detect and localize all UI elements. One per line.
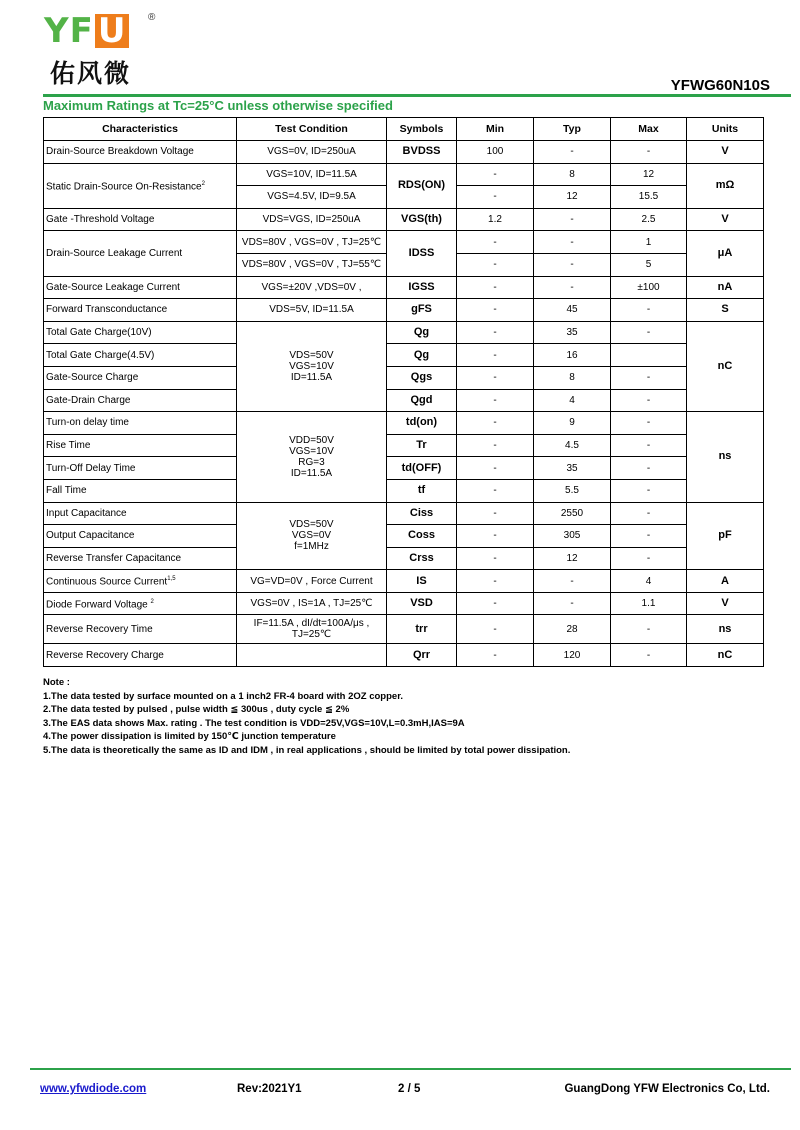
min-cell: - bbox=[457, 570, 534, 593]
table-row bbox=[44, 141, 764, 164]
min-cell: - bbox=[457, 321, 534, 344]
condition-line: ID=11.5A bbox=[290, 467, 333, 479]
unit-cell: pF bbox=[687, 502, 764, 570]
max-cell: 4 bbox=[611, 570, 687, 593]
max-cell: - bbox=[611, 389, 687, 412]
unit-cell: ns bbox=[687, 412, 764, 502]
condition-line: VDD=50V bbox=[289, 434, 334, 446]
typ-cell: 120 bbox=[534, 644, 611, 667]
characteristic-cell: Rise Time bbox=[44, 434, 237, 457]
header-symbols: Symbols bbox=[387, 118, 457, 141]
min-cell: - bbox=[457, 344, 534, 367]
test-condition-cell: VDS=5V, ID=11.5A bbox=[237, 299, 387, 322]
company-logo bbox=[44, 11, 164, 94]
max-cell: - bbox=[611, 502, 687, 525]
max-cell: 12 bbox=[611, 163, 687, 186]
typ-cell: 45 bbox=[534, 299, 611, 322]
test-condition-cell: VGS=0V , IS=1A , TJ=25℃ bbox=[237, 592, 387, 615]
typ-cell: 9 bbox=[534, 412, 611, 435]
unit-cell: nC bbox=[687, 644, 764, 667]
symbol-cell: Qgs bbox=[387, 366, 457, 389]
table-row bbox=[44, 525, 764, 548]
characteristic-cell: Reverse Transfer Capacitance bbox=[44, 547, 237, 570]
typ-cell: 4.5 bbox=[534, 434, 611, 457]
max-cell: - bbox=[611, 299, 687, 322]
max-cell: - bbox=[611, 434, 687, 457]
notes-title: Note : bbox=[43, 677, 70, 688]
min-cell: - bbox=[457, 389, 534, 412]
symbol-cell: IS bbox=[387, 570, 457, 593]
footnote-ref: 2 bbox=[201, 181, 205, 188]
max-cell: - bbox=[611, 141, 687, 164]
max-cell: 2.5 bbox=[611, 208, 687, 231]
header-units: Units bbox=[687, 118, 764, 141]
symbol-cell: Qg bbox=[387, 321, 457, 344]
symbol-cell: VSD bbox=[387, 592, 457, 615]
note-item: 5.The data is theoretically the same as ID and IDM , in real applications , should be limited by total power dissipation. bbox=[43, 744, 571, 756]
min-cell: - bbox=[457, 502, 534, 525]
condition-line: IF=11.5A , dI/dt=100A/μs , bbox=[253, 618, 370, 630]
min-cell: - bbox=[457, 525, 534, 548]
test-condition-cell: VGS=10V, ID=11.5A bbox=[237, 163, 387, 186]
table-row bbox=[44, 434, 764, 457]
electrical-characteristics-table bbox=[43, 117, 764, 667]
condition-line: VGS=10V bbox=[289, 360, 334, 372]
characteristic-cell: Total Gate Charge(10V) bbox=[44, 321, 237, 344]
max-cell: - bbox=[611, 615, 687, 644]
symbol-cell: Tr bbox=[387, 434, 457, 457]
test-condition-cell bbox=[237, 644, 387, 667]
test-condition-cell: VGS=4.5V, ID=9.5A bbox=[237, 186, 387, 209]
symbol-cell: Qgd bbox=[387, 389, 457, 412]
max-cell: - bbox=[611, 644, 687, 667]
table-row bbox=[44, 208, 764, 231]
test-condition-cell: VDS=VGS, ID=250uA bbox=[237, 208, 387, 231]
test-condition-cell bbox=[237, 615, 387, 644]
header-typ: Typ bbox=[534, 118, 611, 141]
symbol-cell: Crss bbox=[387, 547, 457, 570]
characteristic-cell: Reverse Recovery Charge bbox=[44, 644, 237, 667]
unit-cell: A bbox=[687, 570, 764, 593]
condition-line: TJ=25℃ bbox=[291, 629, 332, 641]
symbol-cell: BVDSS bbox=[387, 141, 457, 164]
table-row bbox=[44, 547, 764, 570]
test-condition-cell: VG=VD=0V , Force Current bbox=[237, 570, 387, 593]
min-cell: - bbox=[457, 163, 534, 186]
table-header-row bbox=[44, 118, 764, 141]
symbol-cell: tf bbox=[387, 479, 457, 502]
table-row bbox=[44, 502, 764, 525]
logo-mark: YF U bbox=[44, 14, 129, 48]
characteristic-label: Static Drain-Source On-Resistance bbox=[46, 181, 202, 193]
test-condition-cell: VDS=80V , VGS=0V , TJ=55℃ bbox=[237, 253, 387, 276]
max-cell: - bbox=[611, 525, 687, 548]
company-name: GuangDong YFW Electronics Co, Ltd. bbox=[564, 1083, 770, 1095]
min-cell: - bbox=[457, 479, 534, 502]
condition-line: VGS=10V bbox=[289, 445, 334, 457]
characteristic-cell: Output Capacitance bbox=[44, 525, 237, 548]
table-row bbox=[44, 389, 764, 412]
condition-line: VDS=50V bbox=[289, 349, 334, 361]
condition-line: RG=3 bbox=[298, 456, 325, 468]
typ-cell: 8 bbox=[534, 366, 611, 389]
note-item: 3.The EAS data shows Max. rating . The test condition is VDD=25V,VGS=10V,L=0.3mH,IAS=9A bbox=[43, 717, 465, 729]
header-divider bbox=[43, 94, 791, 97]
note-item: 1.The data tested by surface mounted on a 1 inch2 FR-4 board with 2OZ copper. bbox=[43, 690, 404, 702]
characteristic-cell: Drain-Source Leakage Current bbox=[44, 231, 237, 276]
unit-cell: V bbox=[687, 592, 764, 615]
characteristic-cell: Forward Transconductance bbox=[44, 299, 237, 322]
registered-mark: ® bbox=[148, 12, 156, 23]
characteristic-cell: Input Capacitance bbox=[44, 502, 237, 525]
typ-cell: - bbox=[534, 253, 611, 276]
symbol-cell: IGSS bbox=[387, 276, 457, 299]
website-link[interactable]: www.yfwdiode.com bbox=[40, 1083, 147, 1095]
typ-cell: 8 bbox=[534, 163, 611, 186]
min-cell: - bbox=[457, 434, 534, 457]
max-cell: - bbox=[611, 366, 687, 389]
footnote-ref: 2 bbox=[150, 599, 154, 605]
min-cell: - bbox=[457, 547, 534, 570]
min-cell: 100 bbox=[457, 141, 534, 164]
footnote-ref: 1,5 bbox=[167, 576, 176, 583]
characteristic-cell: Gate-Source Charge bbox=[44, 366, 237, 389]
note-item: 4.The power dissipation is limited by 150℃ junction temperature bbox=[43, 731, 336, 742]
min-cell: - bbox=[457, 231, 534, 254]
symbol-cell: IDSS bbox=[387, 231, 457, 276]
table-row bbox=[44, 457, 764, 480]
typ-cell: - bbox=[534, 592, 611, 615]
characteristic-cell bbox=[44, 592, 237, 615]
max-cell: - bbox=[611, 479, 687, 502]
min-cell: - bbox=[457, 186, 534, 209]
max-cell: - bbox=[611, 547, 687, 570]
max-cell: - bbox=[611, 457, 687, 480]
condition-line: VGS=0V bbox=[291, 530, 332, 542]
typ-cell: 4 bbox=[534, 389, 611, 412]
symbol-cell: Qg bbox=[387, 344, 457, 367]
characteristic-cell: Drain-Source Breakdown Voltage bbox=[44, 141, 237, 164]
table-row bbox=[44, 163, 764, 186]
unit-cell: V bbox=[687, 141, 764, 164]
max-cell: 15.5 bbox=[611, 186, 687, 209]
unit-cell: μA bbox=[687, 231, 764, 276]
characteristic-cell: Gate-Source Leakage Current bbox=[44, 276, 237, 299]
unit-cell: S bbox=[687, 299, 764, 322]
unit-cell: mΩ bbox=[687, 163, 764, 208]
unit-cell: nA bbox=[687, 276, 764, 299]
characteristic-cell: Fall Time bbox=[44, 479, 237, 502]
max-cell: 5 bbox=[611, 253, 687, 276]
table-row bbox=[44, 366, 764, 389]
typ-cell: 12 bbox=[534, 547, 611, 570]
min-cell: - bbox=[457, 457, 534, 480]
revision-label: Rev:2021Y1 bbox=[237, 1083, 302, 1095]
max-cell: - bbox=[611, 321, 687, 344]
min-cell: - bbox=[457, 644, 534, 667]
notes-block bbox=[43, 676, 570, 757]
characteristic-cell: Turn-Off Delay Time bbox=[44, 457, 237, 480]
max-cell: 1.1 bbox=[611, 592, 687, 615]
typ-cell: 35 bbox=[534, 457, 611, 480]
test-condition-cell bbox=[237, 412, 387, 502]
condition-line: VDS=50V bbox=[289, 519, 334, 531]
table-row bbox=[44, 344, 764, 367]
table-row bbox=[44, 592, 764, 615]
typ-cell: 12 bbox=[534, 186, 611, 209]
typ-cell: 28 bbox=[534, 615, 611, 644]
typ-cell: - bbox=[534, 276, 611, 299]
min-cell: - bbox=[457, 299, 534, 322]
header-characteristics: Characteristics bbox=[44, 118, 237, 141]
typ-cell: - bbox=[534, 231, 611, 254]
unit-cell: nC bbox=[687, 321, 764, 411]
condition-line: f=1MHz bbox=[294, 541, 329, 553]
characteristic-label: Continuous Source Current bbox=[46, 576, 168, 588]
symbol-cell: RDS(ON) bbox=[387, 163, 457, 208]
table-row bbox=[44, 321, 764, 344]
min-cell: 1.2 bbox=[457, 208, 534, 231]
unit-cell: ns bbox=[687, 615, 764, 644]
table-row bbox=[44, 615, 764, 644]
logo-chinese-name: 佑风微 bbox=[50, 59, 132, 88]
characteristic-cell: Gate-Drain Charge bbox=[44, 389, 237, 412]
symbol-cell: gFS bbox=[387, 299, 457, 322]
characteristic-cell: Turn-on delay time bbox=[44, 412, 237, 435]
header-test-condition: Test Condition bbox=[237, 118, 387, 141]
test-condition-cell: VGS=0V, ID=250uA bbox=[237, 141, 387, 164]
test-condition-cell: VDS=80V , VGS=0V , TJ=25℃ bbox=[237, 231, 387, 254]
max-cell bbox=[611, 344, 687, 367]
table-row bbox=[44, 412, 764, 435]
part-number: YFWG60N10S bbox=[670, 77, 770, 94]
page-number: 2 / 5 bbox=[398, 1083, 421, 1095]
typ-cell: - bbox=[534, 570, 611, 593]
characteristic-cell: Reverse Recovery Time bbox=[44, 615, 237, 644]
header-min: Min bbox=[457, 118, 534, 141]
typ-cell: 305 bbox=[534, 525, 611, 548]
min-cell: - bbox=[457, 366, 534, 389]
symbol-cell: Coss bbox=[387, 525, 457, 548]
table-row bbox=[44, 479, 764, 502]
typ-cell: - bbox=[534, 141, 611, 164]
note-item: 2.The data tested by pulsed , pulse width ≦ 300us , duty cycle ≦ 2% bbox=[43, 704, 350, 715]
symbol-cell: Qrr bbox=[387, 644, 457, 667]
test-condition-cell bbox=[237, 502, 387, 570]
table-row bbox=[44, 299, 764, 322]
characteristic-cell bbox=[44, 163, 237, 208]
table-row bbox=[44, 570, 764, 593]
test-condition-cell bbox=[237, 321, 387, 411]
typ-cell: 16 bbox=[534, 344, 611, 367]
characteristic-cell: Gate -Threshold Voltage bbox=[44, 208, 237, 231]
condition-line: ID=11.5A bbox=[290, 371, 333, 383]
symbol-cell: Ciss bbox=[387, 502, 457, 525]
max-cell: 1 bbox=[611, 231, 687, 254]
table-row bbox=[44, 644, 764, 667]
typ-cell: 5.5 bbox=[534, 479, 611, 502]
symbol-cell: td(on) bbox=[387, 412, 457, 435]
section-title: Maximum Ratings at Tc=25°C unless otherwise specified bbox=[43, 98, 393, 113]
footer-divider bbox=[30, 1068, 791, 1070]
characteristic-cell: Total Gate Charge(4.5V) bbox=[44, 344, 237, 367]
characteristic-label: Diode Forward Voltage bbox=[46, 599, 148, 611]
min-cell: - bbox=[457, 592, 534, 615]
min-cell: - bbox=[457, 412, 534, 435]
test-condition-cell: VGS=±20V ,VDS=0V , bbox=[237, 276, 387, 299]
min-cell: - bbox=[457, 276, 534, 299]
symbol-cell: td(OFF) bbox=[387, 457, 457, 480]
table-row bbox=[44, 231, 764, 254]
min-cell: - bbox=[457, 253, 534, 276]
symbol-cell: trr bbox=[387, 615, 457, 644]
table-row bbox=[44, 276, 764, 299]
typ-cell: - bbox=[534, 208, 611, 231]
typ-cell: 35 bbox=[534, 321, 611, 344]
typ-cell: 2550 bbox=[534, 502, 611, 525]
max-cell: - bbox=[611, 412, 687, 435]
characteristic-cell bbox=[44, 570, 237, 593]
unit-cell: V bbox=[687, 208, 764, 231]
header-max: Max bbox=[611, 118, 687, 141]
max-cell: ±100 bbox=[611, 276, 687, 299]
min-cell: - bbox=[457, 615, 534, 644]
symbol-cell: VGS(th) bbox=[387, 208, 457, 231]
